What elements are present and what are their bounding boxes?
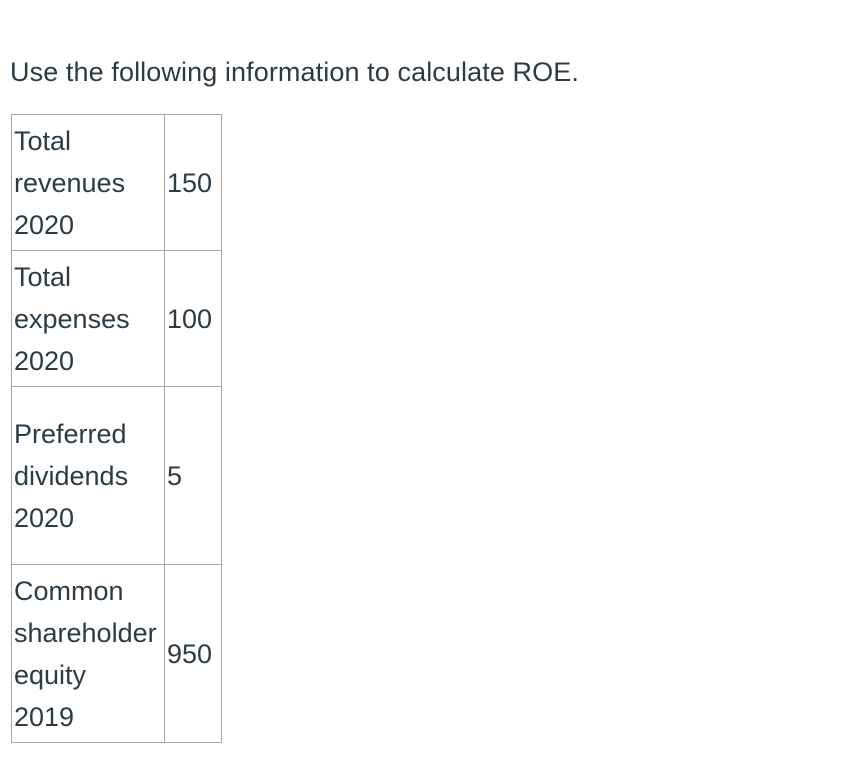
row-value-cell: 100: [165, 251, 222, 387]
row-label-cell: [12, 115, 165, 251]
row-label-line: equity: [14, 659, 87, 690]
row-label-line: Total: [14, 125, 72, 156]
row-label-line: Preferred: [14, 418, 127, 449]
row-label-line: 2019: [14, 701, 75, 732]
row-value-cell: 5: [165, 387, 222, 565]
table-row: [12, 387, 222, 565]
row-label-line: 2020: [14, 502, 75, 533]
row-value-cell: 950: [165, 565, 222, 743]
row-label-line: Total: [14, 261, 72, 292]
row-label-line: Common: [14, 575, 124, 606]
financial-data-table: [11, 114, 222, 743]
row-label-line: shareholder: [14, 617, 157, 648]
row-label-line: revenues: [14, 167, 126, 198]
table-row: [12, 251, 222, 387]
row-label-line: 2020: [14, 209, 75, 240]
row-label-line: expenses: [14, 303, 130, 334]
table-row: [12, 565, 222, 743]
table-row: [12, 115, 222, 251]
question-text: Use the following information to calculate ROE.: [10, 57, 579, 87]
row-label-line: 2020: [14, 345, 75, 376]
row-label-line: dividends: [14, 460, 129, 491]
row-value-cell: 150: [165, 115, 222, 251]
row-label-cell: [12, 251, 165, 387]
row-label-cell: [12, 565, 165, 743]
row-label-cell: [12, 387, 165, 565]
